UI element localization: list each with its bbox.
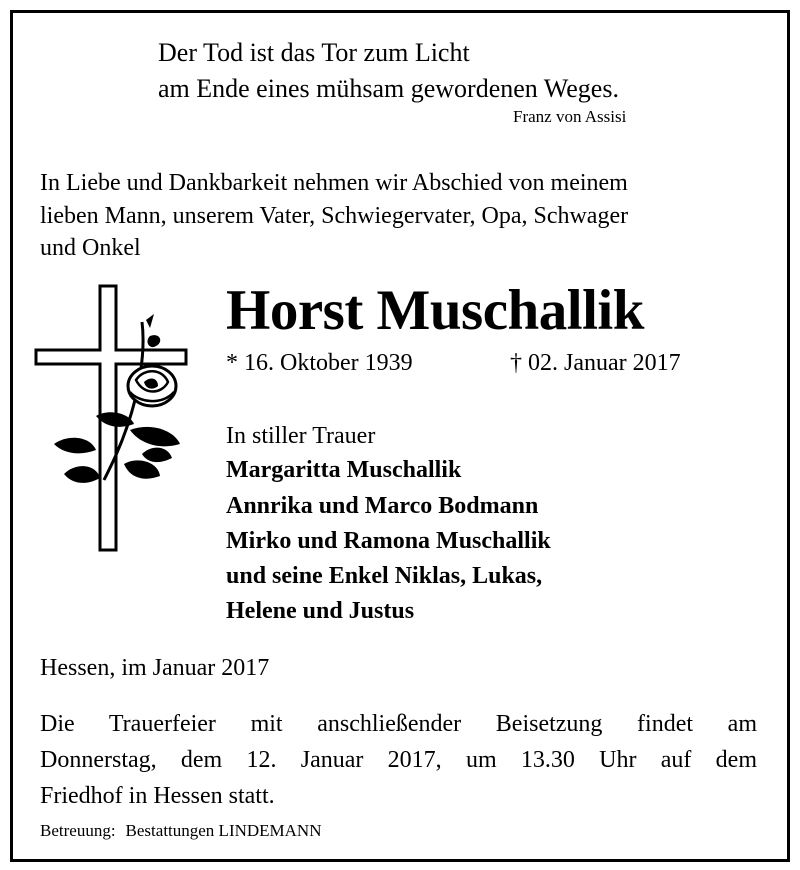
birth-date: * 16. Oktober 1939 — [226, 350, 413, 376]
funeral-line-3: Friedhof in Hessen statt. — [40, 783, 275, 809]
mourner-line: Helene und Justus — [226, 598, 415, 624]
mourner-line: und seine Enkel Niklas, Lukas, — [226, 563, 543, 589]
undertaker-label: Betreuung: — [40, 821, 116, 840]
deceased-name: Horst Muschallik — [226, 279, 644, 342]
funeral-line-2: Donnerstag, dem 12. Januar 2017, um 13.30 Uhr auf dem — [40, 747, 757, 773]
mourner-line: Mirko und Ramona Muschallik — [226, 528, 551, 554]
mourner-line: Margaritta Muschallik — [226, 457, 462, 483]
place-date: Hessen, im Januar 2017 — [40, 655, 270, 681]
quote-line-2: am Ende eines mühsam gewordenen Weges. — [158, 74, 619, 103]
intro-line-2: lieben Mann, unserem Vater, Schwiegervater, Opa, Schwager — [40, 203, 629, 229]
cross-with-rose-icon — [34, 284, 192, 552]
quote-line-1: Der Tod ist das Tor zum Licht — [158, 38, 470, 67]
mourners-heading: In stiller Trauer — [226, 423, 376, 449]
intro-line-1: In Liebe und Dankbarkeit nehmen wir Abschied von meinem — [40, 170, 628, 196]
undertaker-line — [40, 822, 322, 839]
death-date: † 02. Januar 2017 — [510, 350, 681, 376]
quote-author: Franz von Assisi — [513, 107, 627, 126]
undertaker-company: Bestattungen LINDEMANN — [125, 821, 322, 840]
intro-line-3: und Onkel — [40, 235, 141, 261]
mourner-line: Annrika und Marco Bodmann — [226, 493, 539, 519]
funeral-line-1: Die Trauerfeier mit anschließender Beisetzung findet am — [40, 711, 757, 737]
